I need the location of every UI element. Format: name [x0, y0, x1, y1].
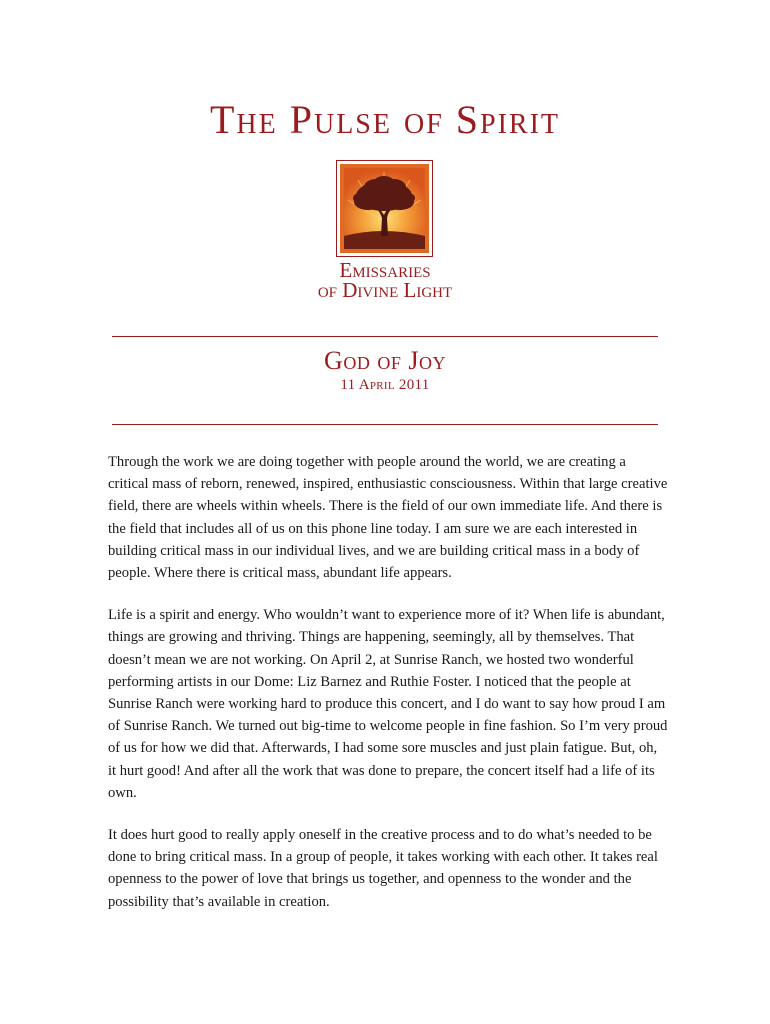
- paragraph: Through the work we are doing together with people around the world, we are creating a critical mass of reborn, renewed, inspired, enthusiastic consciousness. Within that large creative field, there are wheels within wheels. There is the field of our own immediate life. And there is the field that includes all of us on this phone line today. I am sure we are each interested in building critical mass in our individual lives, and we are building critical mass in a body of people. Where there is critical mass, abundant life appears.: [108, 454, 668, 582]
- paragraph: It does hurt good to really apply oneself in the creative process and to do what’s needed to be done to bring critical mass. In a group of people, it takes working with each other. It takes real openness to the power of love that brings us together, and openness to the wonder and the possibility that’s available in creation.: [108, 827, 658, 910]
- tree-sunrise-logo-icon: [336, 160, 433, 257]
- page-title: The Pulse of Spirit: [209, 97, 561, 142]
- logo: [336, 160, 433, 257]
- section-title: God of Joy: [324, 346, 446, 375]
- divider-bottom: [112, 424, 658, 425]
- organization-name-line2: of Divine Light: [317, 278, 453, 302]
- paragraph: Life is a spirit and energy. Who wouldn’t want to experience more of it? When life is abundant, things are growing and thriving. Things are happening, seemingly, all by themselves. That doesn’t mean we are not working. On April 2, at Sunrise Ranch, we hosted two wonderful performing artists in our Dome: Liz Barnez and Ruthie Foster. I noticed that the people at Sunrise Ranch were working hard to produce this concert, and I do want to say how proud I am of Sunrise Ranch. We turned out big-time to welcome people in fine fashion. So I’m very proud of us for how we did that. Afterwards, I had some sore muscles and just plain fatigue. But, oh, it hurt good! And after all the work that was done to prepare, the concert itself had a life of its own.: [108, 607, 668, 801]
- organization-name-line1: Emissaries: [339, 258, 431, 282]
- section-date: 11 April 2011: [340, 377, 430, 393]
- divider-top: [112, 336, 658, 337]
- body-text: [108, 451, 668, 933]
- organization-name: [0, 260, 770, 300]
